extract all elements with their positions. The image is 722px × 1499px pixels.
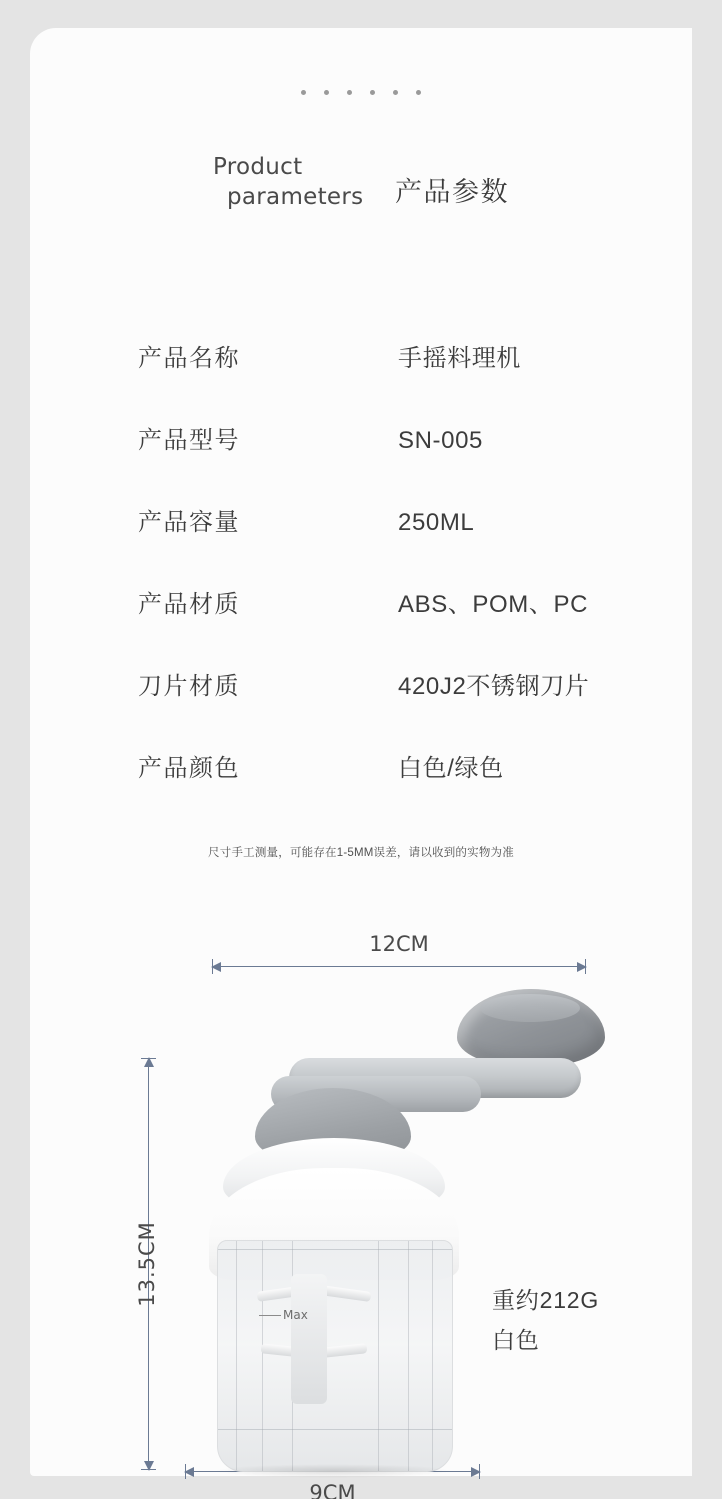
depth-label: 9CM	[309, 1481, 356, 1499]
table-row	[138, 502, 638, 584]
product-illustration	[195, 972, 615, 1472]
jar-rib	[432, 1241, 433, 1471]
spec-label: 产品容量	[138, 509, 240, 536]
jar-rib	[378, 1241, 379, 1471]
jar-rib	[262, 1241, 263, 1471]
dot	[370, 90, 375, 95]
measure-cap	[141, 1469, 156, 1470]
height-measure	[134, 1058, 159, 1470]
blade-hub	[291, 1274, 327, 1404]
spec-value: SN-005	[398, 427, 483, 454]
spec-table	[138, 338, 638, 830]
title-english	[213, 152, 373, 213]
jar-rib	[236, 1241, 237, 1471]
table-row	[138, 584, 638, 666]
spec-value: 手摇料理机	[398, 345, 521, 372]
dot	[347, 90, 352, 95]
table-row	[138, 666, 638, 748]
title-chinese: 产品参数	[395, 176, 509, 207]
product-shadow	[213, 1464, 453, 1478]
dot	[393, 90, 398, 95]
measure-cap	[185, 1464, 186, 1479]
weight-text: 重约212G	[492, 1287, 600, 1313]
spec-label: 产品材质	[138, 591, 240, 618]
jar-band	[218, 1429, 452, 1430]
max-tick-mark	[259, 1315, 281, 1316]
crank-knob-highlight	[480, 994, 580, 1022]
content-card	[30, 28, 692, 1499]
dot	[301, 90, 306, 95]
spec-label: 刀片材质	[138, 673, 240, 700]
width-label: 12CM	[369, 932, 429, 956]
measurement-disclaimer: 尺寸手工测量，可能存在1-5MM误差，请以收到的实物为准	[208, 847, 514, 859]
width-measure	[212, 932, 586, 968]
spec-label: 产品名称	[138, 345, 240, 372]
spec-value: 420J2不锈钢刀片	[398, 673, 590, 700]
color-text: 白色	[492, 1327, 540, 1354]
decorative-dots	[30, 90, 692, 95]
dot	[416, 90, 421, 95]
table-row	[138, 338, 638, 420]
spec-value: 250ML	[398, 509, 475, 536]
table-row	[138, 748, 638, 830]
jar-band	[218, 1249, 452, 1250]
measure-cap	[141, 1058, 156, 1059]
height-label: 13.5CM	[134, 1221, 159, 1307]
table-row	[138, 420, 638, 502]
spec-label: 产品颜色	[138, 755, 240, 782]
jar-rib	[408, 1241, 409, 1471]
dimension-diagram	[30, 888, 692, 1499]
title-english-line2: parameters	[227, 184, 364, 211]
spec-value: 白色/绿色	[398, 755, 504, 782]
spec-value: ABS、POM、PC	[398, 591, 589, 618]
dot	[324, 90, 329, 95]
page-title	[30, 152, 692, 213]
max-level-label: Max	[283, 1308, 308, 1322]
spec-label: 产品型号	[138, 427, 240, 454]
measure-line	[212, 966, 586, 967]
title-english-line1: Product	[213, 154, 303, 180]
